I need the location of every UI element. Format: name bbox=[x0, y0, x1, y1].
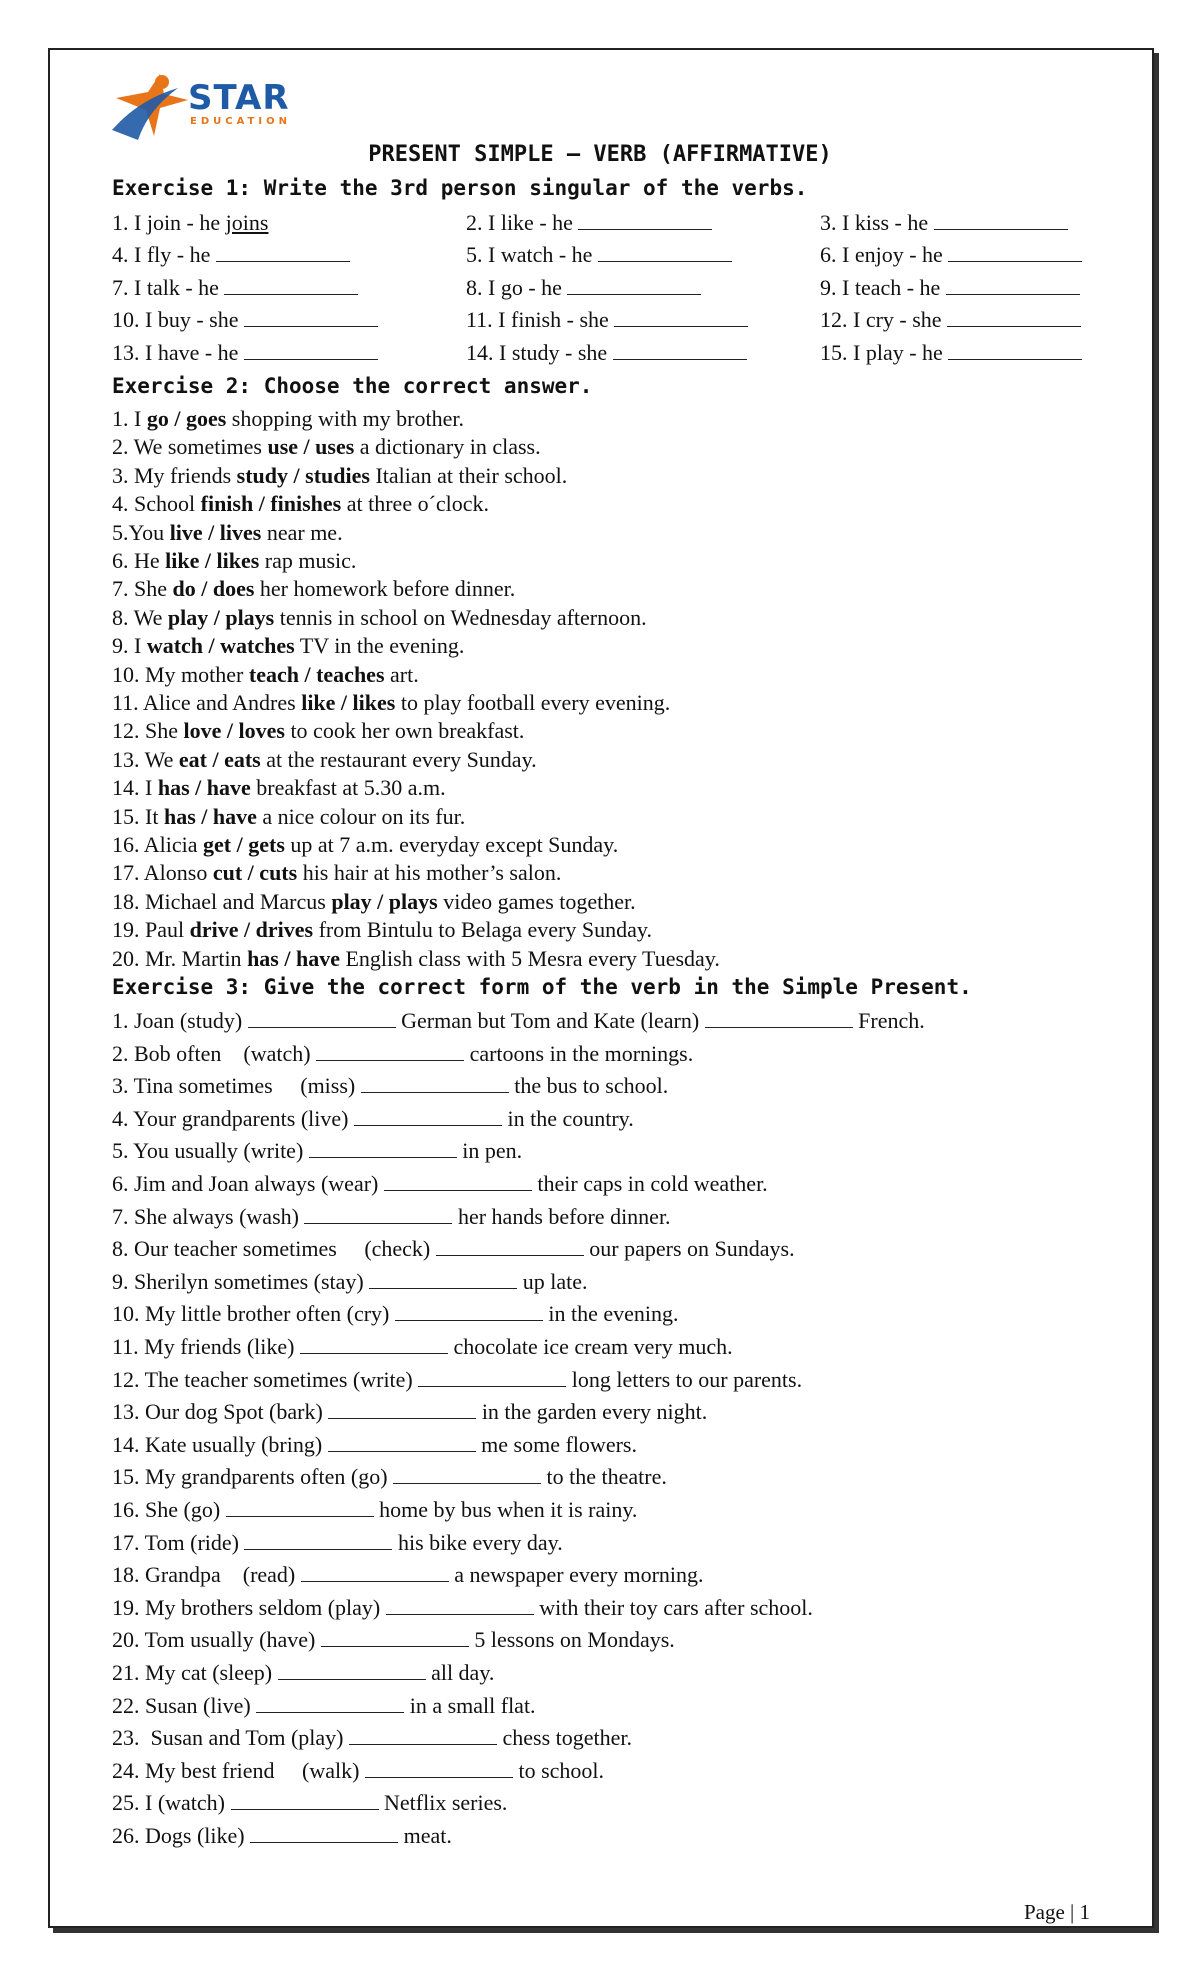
answer-blank[interactable] bbox=[248, 1009, 396, 1028]
item-text: chocolate ice cream very much. bbox=[447, 1334, 733, 1359]
answer-blank[interactable] bbox=[578, 211, 712, 230]
item-text: TV in the evening. bbox=[294, 633, 465, 659]
answer-blank[interactable] bbox=[395, 1302, 543, 1321]
answer-blank[interactable] bbox=[226, 1498, 374, 1517]
item-text: 15. My grandparents often (go) bbox=[112, 1464, 394, 1490]
item-prompt: 7. I talk - he bbox=[112, 275, 225, 300]
item-prompt: 12. I cry - she bbox=[820, 307, 948, 332]
item-text: 10. My little brother often (cry) bbox=[112, 1301, 395, 1327]
exercise-3-item bbox=[112, 1464, 667, 1490]
exercise-1-item bbox=[820, 210, 1068, 236]
item-text: 14. I bbox=[112, 775, 158, 801]
exercise-2-item bbox=[112, 889, 636, 915]
item-text: 5 lessons on Mondays. bbox=[468, 1627, 675, 1653]
exercise-2-item bbox=[112, 832, 618, 858]
exercise-1-item bbox=[112, 307, 378, 333]
item-text: 9. I bbox=[112, 633, 147, 659]
exercise-3-item bbox=[112, 1236, 795, 1262]
choice-options[interactable]: watch / watches bbox=[146, 633, 295, 659]
choice-options[interactable]: go / goes bbox=[146, 406, 227, 431]
logo-subtext: EDUCATION bbox=[190, 116, 291, 127]
item-prompt: 10. I buy - she bbox=[112, 307, 244, 332]
answer-blank[interactable] bbox=[321, 1628, 469, 1647]
exercise-1-item bbox=[112, 210, 268, 236]
answer-blank[interactable] bbox=[224, 276, 358, 295]
item-prompt: 2. I like - he bbox=[466, 210, 579, 235]
answer-blank[interactable] bbox=[304, 1205, 452, 1224]
item-text: up late. bbox=[517, 1268, 588, 1294]
item-text: tennis in school on Wednesday afternoon. bbox=[274, 604, 647, 630]
choice-options[interactable]: has / have bbox=[157, 775, 251, 801]
answer-blank[interactable] bbox=[278, 1661, 426, 1680]
exercise-3-item bbox=[112, 1073, 668, 1099]
item-text: English class with 5 Mesra every Tuesday. bbox=[339, 945, 720, 971]
item-text: 6. Jim and Joan always (wear) bbox=[112, 1171, 384, 1196]
item-text: her hands before dinner. bbox=[452, 1203, 671, 1229]
answer-blank[interactable] bbox=[250, 1824, 398, 1843]
exercise-1-item bbox=[466, 275, 701, 301]
exercise-2-heading: Exercise 2: Choose the correct answer. bbox=[112, 374, 593, 398]
exercise-3-item bbox=[112, 1562, 704, 1588]
item-text: 3. Tina sometimes (miss) bbox=[112, 1073, 361, 1099]
choice-options[interactable]: love / loves bbox=[183, 718, 285, 744]
exercise-2-item bbox=[112, 463, 567, 489]
exercise-2-item bbox=[112, 605, 647, 631]
exercise-3-item bbox=[112, 1432, 637, 1458]
exercise-3-item bbox=[112, 1138, 522, 1164]
answer-blank[interactable] bbox=[216, 243, 350, 262]
exercise-1-item bbox=[466, 307, 748, 333]
choice-options[interactable]: get / gets bbox=[203, 832, 285, 857]
exercise-2-item bbox=[112, 662, 419, 688]
answer-blank[interactable] bbox=[244, 341, 378, 360]
choice-options[interactable]: eat / eats bbox=[178, 746, 261, 772]
exercise-1-item bbox=[820, 340, 1082, 366]
item-text: 11. My friends (like) bbox=[112, 1334, 300, 1359]
item-text: 11. Alice and Andres bbox=[112, 690, 302, 715]
choice-options[interactable]: study / studies bbox=[236, 462, 370, 488]
item-text: 7. She bbox=[112, 576, 173, 602]
choice-options[interactable]: like / likes bbox=[301, 690, 396, 715]
choice-options[interactable]: use / uses bbox=[267, 434, 355, 460]
exercise-3-item bbox=[112, 1008, 925, 1034]
answer-blank[interactable] bbox=[705, 1009, 853, 1028]
item-text: all day. bbox=[425, 1660, 495, 1685]
exercise-2-item bbox=[112, 946, 720, 972]
exercise-2-item bbox=[112, 633, 464, 659]
item-text: a nice colour on its fur. bbox=[256, 803, 466, 829]
choice-options[interactable]: play / plays bbox=[331, 888, 438, 914]
answer-blank[interactable] bbox=[361, 1074, 509, 1093]
item-text: near me. bbox=[261, 519, 343, 545]
answer-blank[interactable] bbox=[300, 1335, 448, 1354]
item-text: 13. Our dog Spot (bark) bbox=[112, 1399, 329, 1425]
item-text: long letters to our parents. bbox=[566, 1366, 803, 1392]
exercise-2-item bbox=[112, 434, 541, 460]
item-text: our papers on Sundays. bbox=[583, 1236, 795, 1262]
choice-options[interactable]: teach / teaches bbox=[248, 661, 385, 687]
exercise-3-item bbox=[112, 1367, 802, 1393]
item-text: chess together. bbox=[496, 1725, 633, 1751]
answer-blank[interactable] bbox=[309, 1139, 457, 1158]
item-text: 25. I (watch) bbox=[112, 1790, 231, 1816]
choice-options[interactable]: cut / cuts bbox=[212, 860, 298, 886]
item-text: 5.You bbox=[112, 519, 170, 545]
item-text: 4. School bbox=[112, 491, 201, 517]
answer-blank[interactable] bbox=[393, 1465, 541, 1484]
item-prompt: 13. I have - he bbox=[112, 340, 244, 365]
choice-options[interactable]: has / have bbox=[163, 803, 257, 829]
item-text: in the country. bbox=[501, 1105, 634, 1131]
choice-options[interactable]: like / likes bbox=[165, 548, 260, 573]
answer-blank[interactable] bbox=[349, 1726, 497, 1745]
exercise-3-item bbox=[112, 1693, 536, 1719]
exercise-2-item bbox=[112, 690, 670, 716]
exercise-3-item bbox=[112, 1106, 634, 1132]
answer-blank[interactable] bbox=[948, 341, 1082, 360]
item-text: in a small flat. bbox=[404, 1692, 536, 1718]
answer-blank[interactable] bbox=[946, 276, 1080, 295]
item-text: 23. Susan and Tom (play) bbox=[112, 1725, 349, 1751]
exercise-1-item bbox=[466, 242, 732, 268]
exercise-3-heading: Exercise 3: Give the correct form of the verb in the Simple Present. bbox=[112, 975, 972, 999]
item-text: in the evening. bbox=[542, 1301, 679, 1327]
answer-blank[interactable] bbox=[244, 1531, 392, 1550]
exercise-3-item bbox=[112, 1823, 452, 1849]
item-text: home by bus when it is rainy. bbox=[373, 1497, 638, 1522]
exercise-3-item bbox=[112, 1399, 707, 1425]
item-text: a dictionary in class. bbox=[354, 434, 541, 460]
answer-blank[interactable] bbox=[386, 1596, 534, 1615]
item-text: 7. She always (wash) bbox=[112, 1203, 305, 1229]
item-text: from Bintulu to Belaga every Sunday. bbox=[313, 917, 652, 943]
item-text: 16. Alicia bbox=[112, 832, 204, 857]
item-prompt: 4. I fly - he bbox=[112, 242, 216, 267]
exercise-2-item bbox=[112, 576, 515, 602]
item-text: at the restaurant every Sunday. bbox=[260, 746, 537, 772]
answer-blank[interactable] bbox=[369, 1270, 517, 1289]
answer-blank[interactable] bbox=[934, 211, 1068, 230]
item-text: his hair at his mother’s salon. bbox=[297, 860, 562, 886]
exercise-3-item bbox=[112, 1269, 588, 1295]
exercise-1-item bbox=[466, 210, 712, 236]
answer-blank[interactable] bbox=[328, 1433, 476, 1452]
exercise-3-item bbox=[112, 1758, 604, 1784]
item-text: breakfast at 5.30 a.m. bbox=[250, 775, 446, 801]
item-text: 26. Dogs (like) bbox=[112, 1823, 251, 1848]
exercise-2-item bbox=[112, 718, 524, 744]
item-text: in pen. bbox=[456, 1138, 523, 1164]
item-text: the bus to school. bbox=[508, 1073, 669, 1099]
item-text: 16. She (go) bbox=[112, 1497, 226, 1522]
item-text: art. bbox=[384, 661, 419, 687]
item-prompt: 14. I study - she bbox=[466, 340, 613, 365]
item-text: Netflix series. bbox=[378, 1790, 508, 1816]
item-text: 5. You usually (write) bbox=[112, 1138, 309, 1164]
answer-blank[interactable] bbox=[598, 243, 732, 262]
exercise-3-item bbox=[112, 1171, 768, 1197]
item-text: rap music. bbox=[259, 548, 357, 573]
item-text: 24. My best friend (walk) bbox=[112, 1757, 365, 1783]
item-text: 1. Joan (study) bbox=[112, 1008, 248, 1033]
item-text: French. bbox=[852, 1008, 925, 1033]
item-text: 17. Tom (ride) bbox=[112, 1529, 245, 1555]
answer-blank[interactable] bbox=[384, 1172, 532, 1191]
exercise-3-item bbox=[112, 1627, 675, 1653]
item-prompt: 1. I join - he bbox=[112, 210, 226, 235]
item-text: to the theatre. bbox=[541, 1464, 667, 1490]
answer-blank[interactable] bbox=[244, 308, 378, 327]
item-text: 8. Our teacher sometimes (check) bbox=[112, 1236, 436, 1262]
choice-options[interactable]: has / have bbox=[247, 945, 340, 971]
answer-blank[interactable] bbox=[613, 341, 747, 360]
item-text: 6. He bbox=[112, 548, 166, 573]
exercise-3-item bbox=[112, 1334, 733, 1360]
exercise-2-item bbox=[112, 804, 465, 830]
item-text: 9. Sherilyn sometimes (stay) bbox=[112, 1268, 370, 1294]
exercise-1-item bbox=[112, 340, 378, 366]
item-prompt: 15. I play - he bbox=[820, 340, 949, 365]
exercise-1-item bbox=[820, 242, 1082, 268]
exercise-1-item bbox=[820, 307, 1081, 333]
answer-blank[interactable] bbox=[947, 308, 1081, 327]
exercise-3-item bbox=[112, 1530, 563, 1556]
exercise-1-item bbox=[820, 275, 1080, 301]
page-number: Page | 1 bbox=[1023, 1900, 1090, 1924]
item-text: 1. I bbox=[112, 406, 147, 431]
item-text: video games together. bbox=[437, 888, 636, 914]
item-text: 15. It bbox=[112, 803, 164, 829]
answer-blank[interactable] bbox=[365, 1759, 513, 1778]
item-text: 22. Susan (live) bbox=[112, 1692, 257, 1718]
item-text: in the garden every night. bbox=[476, 1399, 708, 1425]
exercise-3-item bbox=[112, 1041, 693, 1067]
exercise-2-item bbox=[112, 860, 561, 886]
item-prompt: 5. I watch - he bbox=[466, 242, 598, 267]
item-text: 21. My cat (sleep) bbox=[112, 1660, 278, 1685]
item-text: 2. Bob often (watch) bbox=[112, 1040, 317, 1066]
item-text: his bike every day. bbox=[392, 1529, 563, 1555]
answer-blank[interactable] bbox=[328, 1400, 476, 1419]
example-answer: joins bbox=[225, 210, 269, 235]
exercise-3-item bbox=[112, 1725, 632, 1751]
item-text: 13. We bbox=[112, 746, 179, 772]
exercise-2-item bbox=[112, 917, 652, 943]
choice-options[interactable]: do / does bbox=[172, 576, 255, 602]
exercise-1-heading: Exercise 1: Write the 3rd person singular of the verbs. bbox=[112, 176, 808, 200]
item-prompt: 9. I teach - he bbox=[820, 275, 946, 300]
item-text: me some flowers. bbox=[475, 1431, 637, 1457]
exercise-1-item bbox=[112, 275, 358, 301]
choice-options[interactable]: play / plays bbox=[167, 604, 275, 630]
exercise-2-item bbox=[112, 775, 446, 801]
page-title: PRESENT SIMPLE – VERB (AFFIRMATIVE) bbox=[368, 142, 832, 167]
item-text: 20. Mr. Martin bbox=[112, 945, 248, 971]
exercise-3-item bbox=[112, 1204, 671, 1230]
exercise-2-item bbox=[112, 747, 537, 773]
choice-options[interactable]: finish / finishes bbox=[200, 491, 342, 517]
item-text: 19. Paul bbox=[112, 917, 190, 943]
item-text: 2. We sometimes bbox=[112, 434, 268, 460]
answer-blank[interactable] bbox=[354, 1107, 502, 1126]
exercise-3-item bbox=[112, 1497, 637, 1523]
item-text: Italian at their school. bbox=[369, 462, 568, 488]
item-text: 18. Michael and Marcus bbox=[112, 888, 332, 914]
exercise-2-item bbox=[112, 520, 343, 546]
exercise-2-item bbox=[112, 548, 356, 574]
exercise-1-item bbox=[112, 242, 350, 268]
exercise-3-item bbox=[112, 1595, 813, 1621]
answer-blank[interactable] bbox=[418, 1368, 566, 1387]
item-text: shopping with my brother. bbox=[226, 406, 464, 431]
answer-blank[interactable] bbox=[948, 243, 1082, 262]
exercise-3-item bbox=[112, 1301, 679, 1327]
answer-blank[interactable] bbox=[231, 1791, 379, 1810]
item-text: to play football every evening. bbox=[395, 690, 671, 715]
item-text: 14. Kate usually (bring) bbox=[112, 1431, 328, 1457]
choice-options[interactable]: live / lives bbox=[169, 519, 262, 545]
item-text: to cook her own breakfast. bbox=[284, 718, 525, 744]
item-text: up at 7 a.m. everyday except Sunday. bbox=[284, 832, 619, 857]
answer-blank[interactable] bbox=[316, 1042, 464, 1061]
answer-blank[interactable] bbox=[301, 1563, 449, 1582]
item-text: 18. Grandpa (read) bbox=[112, 1562, 301, 1588]
item-text: 8. We bbox=[112, 604, 168, 630]
item-text: to school. bbox=[512, 1757, 605, 1783]
item-text: 12. She bbox=[112, 718, 184, 744]
answer-blank[interactable] bbox=[436, 1237, 584, 1256]
item-text: a newspaper every morning. bbox=[448, 1562, 704, 1588]
exercise-3-item bbox=[112, 1790, 507, 1816]
item-prompt: 3. I kiss - he bbox=[820, 210, 934, 235]
answer-blank[interactable] bbox=[567, 276, 701, 295]
answer-blank[interactable] bbox=[256, 1694, 404, 1713]
item-text: her homework before dinner. bbox=[254, 576, 516, 602]
choice-options[interactable]: drive / drives bbox=[189, 917, 314, 943]
exercise-2-item bbox=[112, 406, 464, 432]
item-prompt: 8. I go - he bbox=[466, 275, 568, 300]
item-text: meat. bbox=[398, 1823, 452, 1848]
item-text: 19. My brothers seldom (play) bbox=[112, 1594, 386, 1620]
logo-wordmark: STAR bbox=[188, 78, 290, 118]
item-text: 12. The teacher sometimes (write) bbox=[112, 1366, 419, 1392]
item-text: 20. Tom usually (have) bbox=[112, 1627, 321, 1653]
item-text: cartoons in the mornings. bbox=[464, 1040, 694, 1066]
exercise-2-item bbox=[112, 491, 489, 517]
exercise-3-item bbox=[112, 1660, 494, 1686]
item-text: German but Tom and Kate (learn) bbox=[395, 1008, 705, 1033]
item-prompt: 6. I enjoy - he bbox=[820, 242, 949, 267]
item-prompt: 11. I finish - she bbox=[466, 307, 615, 332]
answer-blank[interactable] bbox=[614, 308, 748, 327]
exercise-1-item bbox=[466, 340, 747, 366]
item-text: with their toy cars after school. bbox=[533, 1594, 813, 1620]
item-text: 10. My mother bbox=[112, 661, 249, 687]
item-text: at three o´clock. bbox=[341, 491, 490, 517]
item-text: 3. My friends bbox=[112, 462, 237, 488]
item-text: 4. Your grandparents (live) bbox=[112, 1105, 354, 1131]
item-text: their caps in cold weather. bbox=[531, 1171, 768, 1196]
item-text: 17. Alonso bbox=[112, 860, 213, 886]
